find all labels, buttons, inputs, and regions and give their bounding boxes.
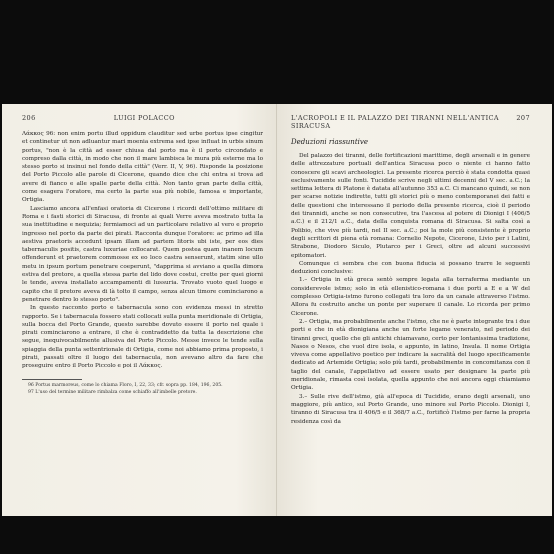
right-page-number: 207 [516,114,530,122]
deduction-2: 2.– Ortigia, ma probabilmente anche l'istmo, che ne è parte integrante tra i due porti e che in età dionigiana anche un forte legame venerato, nel periodo dei tiranni greci, quello che gli antichi chiamavano, certo per lontanissima tradizione, Nasos o Nesos, che vuol dire isola, e appunto, in latino, Insula. Il nome Ortigia viveva come appellativo poetico per indicare la sacralità del luogo specificamente dedicato ad Artemide Ortigia; solo più tardi, probabilmente in concomitanza con il taglio del canale, l'appellativo ad essere usato per designare la parte più meridionale, rimasta così isolata, quella appunto che noi ancora oggi chiamiamo Ortigia. [291,318,530,392]
left-running-title: LUIGI POLACCO [113,114,175,122]
left-page-number: 206 [22,114,36,122]
right-page [277,104,552,516]
left-paragraph-2: Lasciamo ancora all'enfasi oratoria di Cicerone i ricordi dell'ottimo militare di Roma e i fasti storici di Siracusa, di fronte ai quali Verre aveva mostrato tutta la sua inettitudine e nequizia; fermiamoci ad un particolare relativo al vero e proprio ingresso nel porto da parte dei pirati. Racconta dunque l'oratore: ac primo ad illa aestiva praetoris accedunt ipsam illam ad partem litoris ubi iste, per eos dies tabernaculis positis, castra luxuriae collocarat. Quem posteа quam inanem locum offenderunt et praetorem commosse ex eo loco castra senserunt, statim sine ullo metu in ipsum portum penetrare coeperunt, "dapprima si avviano a quella dimora estiva del pretore, a quella stessa parte del lido dove costui, crette per quei giorni le tende, aveva installato accampamenti di lussuria. Trovato vuoto quel luogo e capito che il pretore aveva di là tolto il campo, senza alcun timore cominciarono a penetrare dentro lo stesso porto". [22,205,263,303]
left-page [2,104,277,516]
footnote-97: 97 L'uso del termine militare rimbalza come schiaffo all'imbelle pretore. [28,389,197,395]
deduction-1: 1.– Ortigia in età greca sentò sempre legata alla terraferma mediante un considerevole istmo; solo in età ellenistico-romana i due porti a E e a W del complesso Ortigia-istmo furono collegati tra loro da un canale attraverso l'istmo. Allora fu costruito anche un ponte per superare il canale. Lo ricorda per primo Cicerone. [291,277,530,317]
deduction-3: 3.– Sulle rive dell'istmo, già all'epoca di Tucidide, erano degli arsenali, uno maggiore, più antico, sul Porto Grande, uno minore sul Porto Piccolo. Dionigi I, tiranno di Siracusa tra il 406/5 e il 368/7 a.C., fortificò l'istmo per farne la propria residenza così da [291,393,530,425]
right-paragraph-1: Del palazzo dei tiranni, delle fortificazioni marittime, degli arsenali e in genere delle attrezzature portuali dell'antica Siracusa poco o niente ci hanno fatto conoscere gli scavi archeologici. La presente ricerca perciò è stata condotta quasi esclusivamente sulle fonti. Tucidide scrive negli ultimi decenni del V sec. a.C.; la settima lettera di Platone è datata all'autunno 353 a.C. Ci mancano quindi, se non per scarse notizie indirette, tutti gli storici più o meno contemporanei dei fatti e delle questioni che interessano il periodo della presente ricerca, cioè il periodo dei tirannidi, anche se non consecutive, tra l'ascesa al potere di Dionigi I (406/5 a.C.) e il 212/1 a.C., data della conquista romana di Siracusa. Si salta così a Polibio, che vive più tardi, nel II sec. a.C.; poi la mole più consistente è proprio degli scrittori di piena età romana: Cornelio Nepote, Cicerone, Livio per i Latini, Strabone, Diodoro Siculo, Plutarco per i Greci, oltre ad alcuni successivi epitomatori. [291,153,530,259]
right-running-title: L'ACROPOLI E IL PALAZZO DEI TIRANNI NELL'ANTICA SIRACUSA [291,114,500,130]
left-paragraph-1: Λάκκος 96: non enim portu illud oppidum clauditur sed urbe portus ipse cingitur et continetur ut non adluantur mari moenia extrema sed ipse influat in urbis sinum portus, "non è la città ad esser chiusa dal porto ma è il porto circondato e compreso dalla città, in modo che non il mare lambisca le mura più esterne ma lo stesso porto si insinui nel fondo della città" (Verr. II, V, 96). Risponde la posizione del Porto Piccolo alle parole di Cicerone, quando dice che chi entra si trova ad avere di fianco e alle spalle parte della città. Non tanto gran parte della città, come esagera l'oratore, ma certo la parte sua più nobile, famosa e importante, Ortigia. [22,131,263,204]
section-title: Deduzioni riassuntive [291,138,368,146]
left-paragraph-3: In questo racconto porto e tabernacula sono con evidenza messi in stretto rapporto. Se i tabernacula fossero stati collocati sulla punta meridionale di Ortigia, sulla bocca del Porto Grande, questo sarebbe dovuto essere il porto nel quale i pirati cominciarono a entrare, il che è contraddetto da tutta la descrizione che segue, inequivocabilmente allusiva del Porto Piccolo. Messe invece le tende sulla spiaggia della punta settentrionale di Ortigia, come noi abbiamo prima proposto, i pirati, passati oltre il luogo dei tabernacula, non avevano altro da fare che proseguire entro il Porto Piccolo e poi il Λάκκος. [22,305,263,370]
footnote-96: 96 Portus marmoreus, come lo chiama Floro, I, 22, 33; cfr. sopra pp. 184, 196, 205. [28,383,223,389]
book-spread [2,104,552,516]
right-paragraph-2: Comunque ci sembra che con buona fiducia si possano trarre le seguenti deduzioni conclusive: [291,260,530,276]
right-page-header [291,114,530,130]
left-page-header [22,114,263,122]
footnote-rule [22,379,82,380]
